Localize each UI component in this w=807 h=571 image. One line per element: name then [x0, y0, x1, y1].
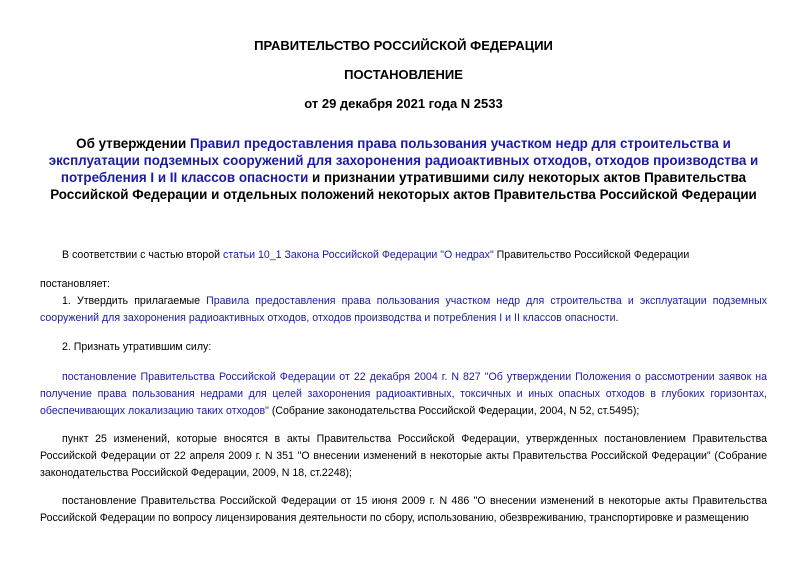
- repeal-1-paragraph: [40, 369, 767, 420]
- decree-word: постановляет:: [40, 278, 110, 290]
- title-suffix: и признании утратившими силу некоторых актов Правительства Российской Федерации и отдельных положений некоторых актов Правительства Российской Федерации: [50, 170, 757, 202]
- item-1-suffix: .: [615, 312, 619, 324]
- item-1-prefix: 1. Утвердить прилагаемые: [62, 295, 207, 307]
- approved-rules-link[interactable]: Правила предоставления права пользования участком недр для строительства и эксплуатации подземных сооружений для захоронения радиоактивных отходов, отходов производства и потребления I и II классов опасности: [40, 295, 767, 324]
- document-date-number: от 29 декабря 2021 года N 2533: [304, 96, 503, 111]
- preamble-suffix: Правительство Российской Федерации: [493, 249, 690, 261]
- item-1-paragraph: [40, 293, 767, 327]
- rules-link[interactable]: Правил предоставления права пользования участком недр для строительства и эксплуатации подземных сооружений для захоронения радиоактивных отходов, отходов производства и потребления I и II классов опасности: [48, 136, 759, 185]
- item-2-paragraph: 2. Признать утратившим силу:: [62, 341, 212, 353]
- repealed-resolution-827-link[interactable]: постановление Правительства Российской Федерации от 22 декабря 2004 г. N 827 "Об утверждении Положения о рассмотрении заявок на получение права пользования недрами для целей захоронения радиоактивных, токсичных и иных опасных отходов в глубоких горизонтах, обеспечивающих локализацию таких отходов": [40, 371, 767, 417]
- repeal-2-paragraph: пункт 25 изменений, которые вносятся в акты Правительства Российской Федерации, утвержденных постановлением Правительства Российской Федерации от 22 апреля 2009 г. N 351 "О внесении изменений в некоторые акты Правительства Российской Федерации" (Собрание законодательства Российской Федерации, 2009, N 18, ст.2248);: [40, 433, 767, 479]
- document-type-heading: ПОСТАНОВЛЕНИЕ: [344, 67, 463, 82]
- repeal-1-suffix: (Собрание законодательства Российской Федерации, 2004, N 52, ст.5495);: [268, 405, 640, 417]
- preamble-prefix: В соответствии с частью второй: [62, 249, 224, 261]
- preamble-paragraph: [40, 247, 767, 264]
- law-article-link[interactable]: статьи 10_1 Закона Российской Федерации "О недрах": [223, 249, 494, 261]
- document-title: [40, 135, 767, 203]
- government-heading: ПРАВИТЕЛЬСТВО РОССИЙСКОЙ ФЕДЕРАЦИИ: [254, 38, 553, 53]
- title-prefix: Об утверждении: [76, 136, 190, 151]
- repeal-3-paragraph: постановление Правительства Российской Федерации от 15 июня 2009 г. N 486 "О внесении изменений в некоторые акты Правительства Российской Федерации по вопросу лицензирования деятельности по сбору, использованию, обезвреживанию, транспортировке и размещению: [40, 495, 767, 524]
